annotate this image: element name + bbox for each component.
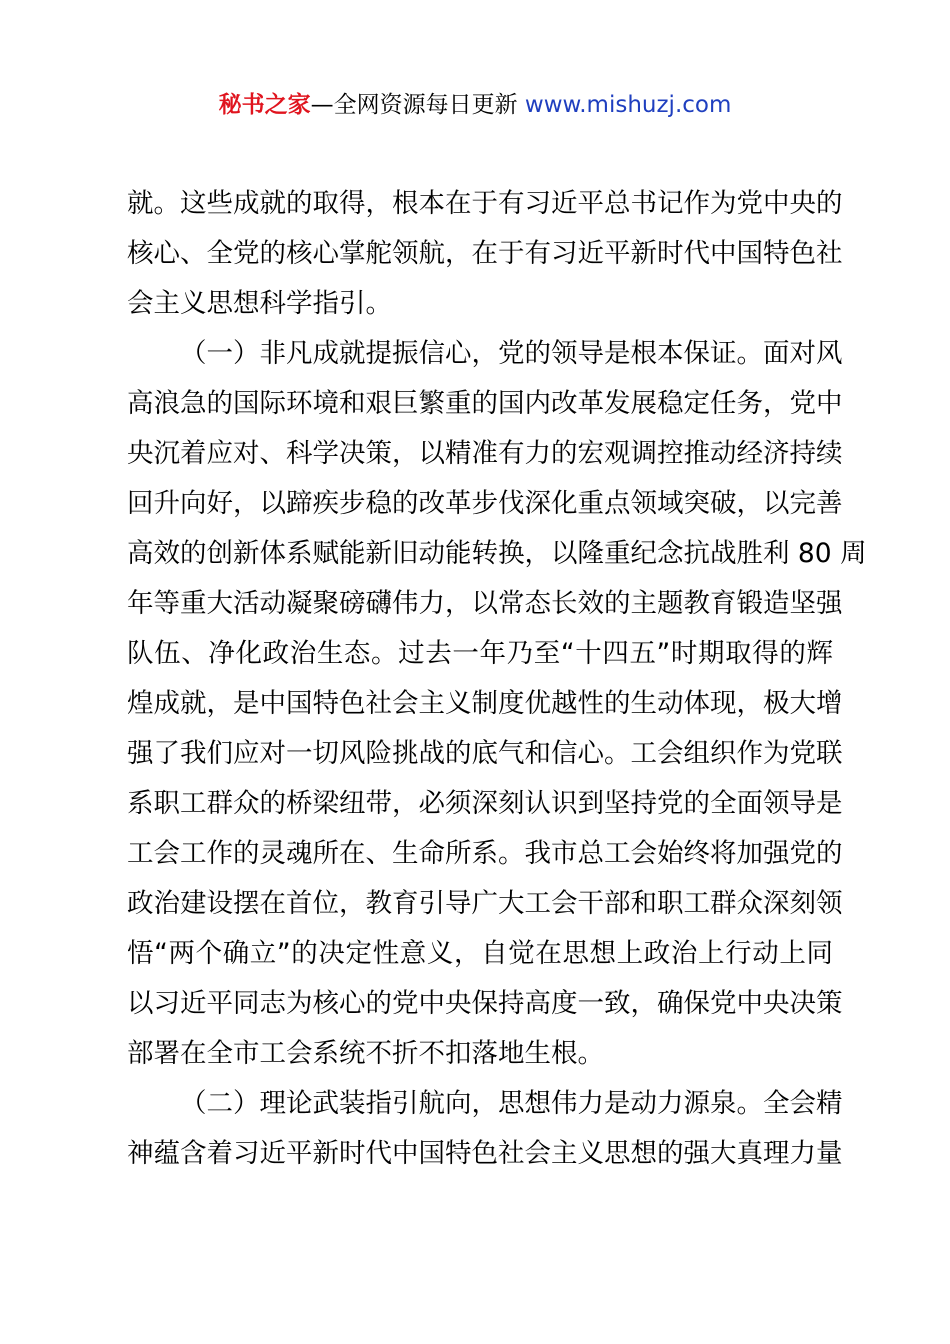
text-line: 高浪急的国际环境和艰巨繁重的国内改革发展稳定任务，党中 [127,388,843,419]
text-line: 高效的创新体系赋能新旧动能转换，以隆重纪念抗战胜利 80 周 [127,538,867,569]
header-url-link[interactable]: www.mishuzj.com [524,92,732,118]
text-line: 神蕴含着习近平新时代中国特色社会主义思想的强大真理力量 [127,1138,843,1169]
text-line: 部署在全市工会系统不折不扣落地生根。 [127,1038,604,1069]
text-line: 央沉着应对、科学决策，以精准有力的宏观调控推动经济持续 [127,438,843,469]
document-body [127,184,867,1184]
text-line: 就。这些成就的取得，根本在于有习近平总书记作为党中央的 [127,188,843,219]
text-line: 队伍、净化政治生态。过去一年乃至“十四五”时期取得的辉 [127,638,833,669]
text-line: 悟“两个确立”的决定性意义，自觉在思想上政治上行动上同 [127,938,833,969]
text-line: 年等重大活动凝聚磅礴伟力，以常态长效的主题教育锻造坚强 [127,588,843,619]
text-line: 强了我们应对一切风险挑战的底气和信心。工会组织作为党联 [127,738,843,769]
text-line: 系职工群众的桥梁纽带，必须深刻认识到坚持党的全面领导是 [127,788,843,819]
text-line: 工会工作的灵魂所在、生命所系。我市总工会始终将加强党的 [127,838,843,869]
header-tagline: —全网资源每日更新 [310,92,518,118]
text-line: 政治建设摆在首位，教育引导广大工会干部和职工群众深刻领 [127,888,843,919]
brand-name: 秘书之家 [218,92,311,118]
section-heading-line: （一）非凡成就提振信心，党的领导是根本保证。面对风 [180,338,843,369]
text-line: 核心、全党的核心掌舵领航，在于有习近平新时代中国特色社 [127,238,843,269]
page-header [0,88,950,122]
section-heading-line: （二）理论武装指引航向，思想伟力是动力源泉。全会精 [180,1088,843,1119]
text-line: 煌成就，是中国特色社会主义制度优越性的生动体现，极大增 [127,688,843,719]
text-line: 回升向好，以蹄疾步稳的改革步伐深化重点领域突破，以完善 [127,488,843,519]
text-line: 会主义思想科学指引。 [127,288,392,319]
text-line: 以习近平同志为核心的党中央保持高度一致，确保党中央决策 [127,988,843,1019]
